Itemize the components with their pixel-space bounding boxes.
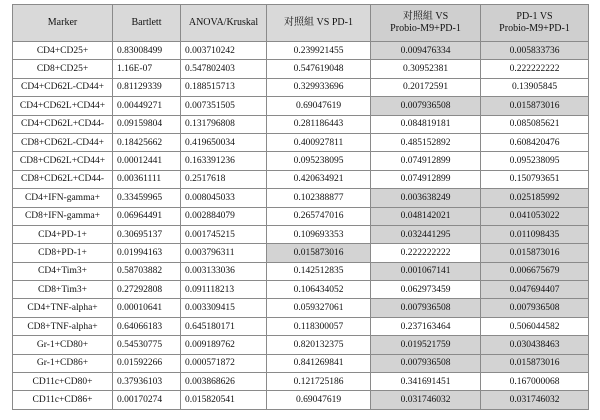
cell-bartlett: 0.33459965 — [113, 189, 181, 207]
cell-anova-kruskal: 0.003868626 — [181, 373, 267, 391]
table-row — [13, 189, 589, 207]
table-row — [13, 281, 589, 299]
cell-bartlett: 0.01994163 — [113, 244, 181, 262]
cell-control-vs-probio: 0.032441295 — [371, 225, 481, 243]
cell-control-vs-pd1: 0.102388877 — [267, 189, 371, 207]
table-row — [13, 354, 589, 372]
table-row — [13, 115, 589, 133]
cell-pd1-vs-probio: 0.015873016 — [481, 97, 589, 115]
cell-anova-kruskal: 0.003133036 — [181, 262, 267, 280]
cell-pd1-vs-probio: 0.015873016 — [481, 244, 589, 262]
cell-bartlett: 0.27292808 — [113, 281, 181, 299]
cell-control-vs-pd1: 0.265747016 — [267, 207, 371, 225]
cell-anova-kruskal: 0.003710242 — [181, 42, 267, 60]
cell-marker: Gr-1+CD80+ — [13, 336, 113, 354]
cell-anova-kruskal: 0.131796808 — [181, 115, 267, 133]
cell-pd1-vs-probio: 0.085085621 — [481, 115, 589, 133]
cell-bartlett: 1.16E-07 — [113, 60, 181, 78]
cell-marker: CD11c+CD86+ — [13, 391, 113, 409]
cell-control-vs-probio: 0.074912899 — [371, 170, 481, 188]
cell-control-vs-probio: 0.084819181 — [371, 115, 481, 133]
table-row — [13, 262, 589, 280]
cell-control-vs-probio: 0.007936508 — [371, 299, 481, 317]
cell-anova-kruskal: 0.188515713 — [181, 78, 267, 96]
cell-anova-kruskal: 0.001745215 — [181, 225, 267, 243]
cell-bartlett: 0.64066183 — [113, 317, 181, 335]
cell-control-vs-pd1: 0.121725186 — [267, 373, 371, 391]
cell-bartlett: 0.00449271 — [113, 97, 181, 115]
cell-bartlett: 0.06964491 — [113, 207, 181, 225]
cell-marker: CD4+Tim3+ — [13, 262, 113, 280]
cell-control-vs-probio: 0.007936508 — [371, 97, 481, 115]
cell-control-vs-pd1: 0.239921455 — [267, 42, 371, 60]
cell-control-vs-pd1: 0.547619048 — [267, 60, 371, 78]
cell-marker: CD8+TNF-alpha+ — [13, 317, 113, 335]
cell-pd1-vs-probio: 0.041053022 — [481, 207, 589, 225]
cell-pd1-vs-probio: 0.608420476 — [481, 133, 589, 151]
cell-bartlett: 0.00361111 — [113, 170, 181, 188]
cell-anova-kruskal: 0.091118213 — [181, 281, 267, 299]
header-pd1-vs-probio-line1: PD-1 VS — [516, 11, 553, 22]
cell-control-vs-pd1: 0.106434052 — [267, 281, 371, 299]
cell-pd1-vs-probio: 0.13905845 — [481, 78, 589, 96]
cell-marker: CD8+CD62L+CD44+ — [13, 152, 113, 170]
cell-anova-kruskal: 0.008045033 — [181, 189, 267, 207]
cell-control-vs-pd1: 0.109693353 — [267, 225, 371, 243]
cell-anova-kruskal: 0.003796311 — [181, 244, 267, 262]
header-control-vs-probio-line1: 对照組 VS — [402, 11, 449, 22]
cell-bartlett: 0.18425662 — [113, 133, 181, 151]
cell-control-vs-probio: 0.062973459 — [371, 281, 481, 299]
cell-bartlett: 0.01592266 — [113, 354, 181, 372]
header-control-vs-probio-line2: Probio-M9+PD-1 — [390, 23, 461, 34]
cell-control-vs-pd1: 0.329933696 — [267, 78, 371, 96]
cell-pd1-vs-probio: 0.030438463 — [481, 336, 589, 354]
cell-control-vs-pd1: 0.841269841 — [267, 354, 371, 372]
header-row — [13, 5, 589, 42]
cell-bartlett: 0.54530775 — [113, 336, 181, 354]
cell-pd1-vs-probio: 0.011098435 — [481, 225, 589, 243]
cell-marker: CD8+IFN-gamma+ — [13, 207, 113, 225]
cell-anova-kruskal: 0.419650034 — [181, 133, 267, 151]
cell-control-vs-probio: 0.031746032 — [371, 391, 481, 409]
cell-pd1-vs-probio: 0.047694407 — [481, 281, 589, 299]
cell-marker: CD4+CD62L+CD44+ — [13, 97, 113, 115]
table-row — [13, 133, 589, 151]
cell-marker: Gr-1+CD86+ — [13, 354, 113, 372]
header-pd1-vs-probio-line2: Probio-M9+PD-1 — [499, 23, 570, 34]
cell-anova-kruskal: 0.2517618 — [181, 170, 267, 188]
table-row — [13, 97, 589, 115]
cell-control-vs-probio: 0.237163464 — [371, 317, 481, 335]
cell-anova-kruskal: 0.000571872 — [181, 354, 267, 372]
cell-pd1-vs-probio: 0.005833736 — [481, 42, 589, 60]
cell-control-vs-probio: 0.074912899 — [371, 152, 481, 170]
table-row — [13, 391, 589, 409]
cell-anova-kruskal: 0.003309415 — [181, 299, 267, 317]
table-row — [13, 244, 589, 262]
cell-bartlett: 0.00010641 — [113, 299, 181, 317]
cell-control-vs-pd1: 0.281186443 — [267, 115, 371, 133]
cell-control-vs-probio: 0.222222222 — [371, 244, 481, 262]
cell-marker: CD4+CD62L-CD44+ — [13, 78, 113, 96]
cell-control-vs-probio: 0.019521759 — [371, 336, 481, 354]
table-row — [13, 207, 589, 225]
cell-marker: CD11c+CD80+ — [13, 373, 113, 391]
header-anova-kruskal: ANOVA/Kruskal — [181, 5, 267, 42]
table-body — [13, 42, 589, 410]
cell-marker: CD4+CD62L+CD44- — [13, 115, 113, 133]
cell-bartlett: 0.37936103 — [113, 373, 181, 391]
cell-control-vs-pd1: 0.400927811 — [267, 133, 371, 151]
cell-anova-kruskal: 0.007351505 — [181, 97, 267, 115]
header-marker: Marker — [13, 5, 113, 42]
cell-marker: CD4+TNF-alpha+ — [13, 299, 113, 317]
cell-control-vs-pd1: 0.69047619 — [267, 391, 371, 409]
cell-anova-kruskal: 0.547802403 — [181, 60, 267, 78]
cell-anova-kruskal: 0.002884079 — [181, 207, 267, 225]
cell-anova-kruskal: 0.645180171 — [181, 317, 267, 335]
cell-marker: CD8+PD-1+ — [13, 244, 113, 262]
cell-pd1-vs-probio: 0.031746032 — [481, 391, 589, 409]
cell-marker: CD8+Tim3+ — [13, 281, 113, 299]
cell-pd1-vs-probio: 0.006675679 — [481, 262, 589, 280]
cell-pd1-vs-probio: 0.506044582 — [481, 317, 589, 335]
cell-marker: CD4+PD-1+ — [13, 225, 113, 243]
cell-control-vs-pd1: 0.015873016 — [267, 244, 371, 262]
cell-pd1-vs-probio: 0.095238095 — [481, 152, 589, 170]
cell-pd1-vs-probio: 0.007936508 — [481, 299, 589, 317]
cell-bartlett: 0.00012441 — [113, 152, 181, 170]
cell-bartlett: 0.83008499 — [113, 42, 181, 60]
header-control-vs-probio — [371, 5, 481, 42]
cell-marker: CD8+CD62L+CD44- — [13, 170, 113, 188]
header-pd1-vs-probio — [481, 5, 589, 42]
cell-control-vs-pd1: 0.142512835 — [267, 262, 371, 280]
cell-control-vs-pd1: 0.118300057 — [267, 317, 371, 335]
table-row — [13, 373, 589, 391]
cell-bartlett: 0.09159804 — [113, 115, 181, 133]
cell-control-vs-pd1: 0.820132375 — [267, 336, 371, 354]
cell-pd1-vs-probio: 0.167000068 — [481, 373, 589, 391]
cell-pd1-vs-probio: 0.025185992 — [481, 189, 589, 207]
cell-marker: CD4+CD25+ — [13, 42, 113, 60]
table-row — [13, 317, 589, 335]
cell-pd1-vs-probio: 0.015873016 — [481, 354, 589, 372]
cell-bartlett: 0.00170274 — [113, 391, 181, 409]
cell-control-vs-probio: 0.009476334 — [371, 42, 481, 60]
cell-control-vs-pd1: 0.69047619 — [267, 97, 371, 115]
table-row — [13, 170, 589, 188]
cell-marker: CD8+CD25+ — [13, 60, 113, 78]
cell-anova-kruskal: 0.009189762 — [181, 336, 267, 354]
cell-control-vs-pd1: 0.059327061 — [267, 299, 371, 317]
table-row — [13, 299, 589, 317]
cell-anova-kruskal: 0.015820541 — [181, 391, 267, 409]
cell-marker: CD8+CD62L-CD44+ — [13, 133, 113, 151]
table-row — [13, 60, 589, 78]
header-bartlett: Bartlett — [113, 5, 181, 42]
table-row — [13, 225, 589, 243]
header-control-vs-pd1: 对照組 VS PD-1 — [267, 5, 371, 42]
cell-control-vs-probio: 0.007936508 — [371, 354, 481, 372]
cell-marker: CD4+IFN-gamma+ — [13, 189, 113, 207]
table-wrapper — [12, 4, 588, 410]
statistics-table — [12, 4, 589, 410]
cell-control-vs-probio: 0.485152892 — [371, 133, 481, 151]
cell-pd1-vs-probio: 0.150793651 — [481, 170, 589, 188]
table-row — [13, 78, 589, 96]
cell-control-vs-probio: 0.30952381 — [371, 60, 481, 78]
cell-control-vs-probio: 0.048142021 — [371, 207, 481, 225]
cell-control-vs-probio: 0.341691451 — [371, 373, 481, 391]
cell-bartlett: 0.58703882 — [113, 262, 181, 280]
cell-control-vs-pd1: 0.420634921 — [267, 170, 371, 188]
table-row — [13, 336, 589, 354]
cell-bartlett: 0.30695137 — [113, 225, 181, 243]
cell-control-vs-probio: 0.003638249 — [371, 189, 481, 207]
cell-anova-kruskal: 0.163391236 — [181, 152, 267, 170]
cell-pd1-vs-probio: 0.222222222 — [481, 60, 589, 78]
cell-control-vs-probio: 0.20172591 — [371, 78, 481, 96]
table-header — [13, 5, 589, 42]
cell-control-vs-pd1: 0.095238095 — [267, 152, 371, 170]
table-row — [13, 42, 589, 60]
cell-bartlett: 0.81129339 — [113, 78, 181, 96]
cell-control-vs-probio: 0.001067141 — [371, 262, 481, 280]
table-row — [13, 152, 589, 170]
